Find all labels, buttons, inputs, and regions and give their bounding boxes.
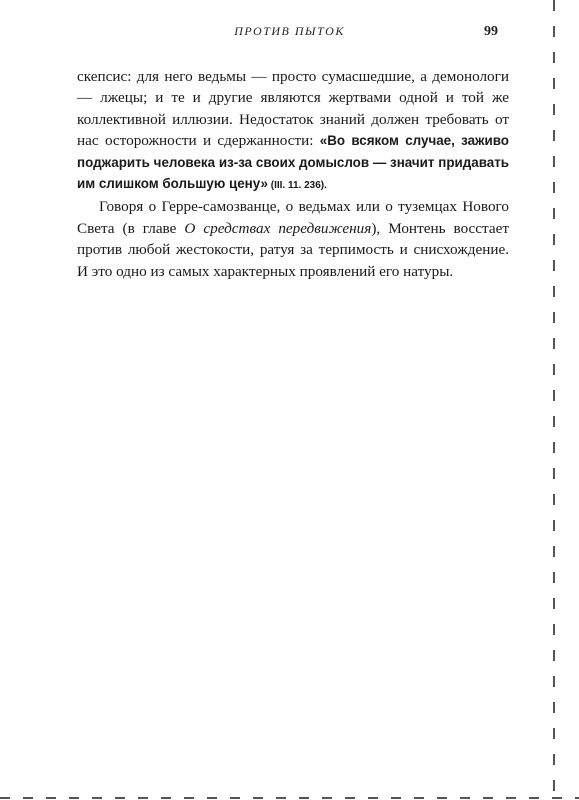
paragraph bbox=[77, 196, 509, 282]
crop-mark-bottom bbox=[0, 797, 579, 799]
quote-citation: (III. 11. 236). bbox=[267, 180, 327, 192]
paragraph-text: Говоря о Герре-самозванце, о ведьмах или о туземцах Нового Света (в главе bbox=[77, 198, 509, 237]
body-text bbox=[77, 66, 509, 282]
montaigne-quote: «Во всяком случае, заживо поджарить человека из-за своих домыслов — значит придавать им слишком большую цену» bbox=[77, 133, 509, 192]
running-title: ПРОТИВ ПЫТОК bbox=[234, 24, 345, 38]
crop-mark-right bbox=[553, 0, 555, 800]
paragraph-text: скепсис: для него ведьмы — просто сумасшедшие, а демонологи — лжецы; и те и другие являются жертвами одной и той же коллективной иллюзии. Недостаток знаний должен требовать от нас осторожности и сдержанности: bbox=[77, 68, 509, 150]
essay-title-reference: О средствах передвижения bbox=[184, 219, 372, 237]
paragraph bbox=[77, 66, 509, 196]
paragraph-text: ), Монтень восстает против любой жестокости, ратуя за терпимость и снисхождение. И это одно из самых характерных проявлений его натуры. bbox=[77, 219, 509, 280]
page-number: 99 bbox=[484, 24, 498, 39]
